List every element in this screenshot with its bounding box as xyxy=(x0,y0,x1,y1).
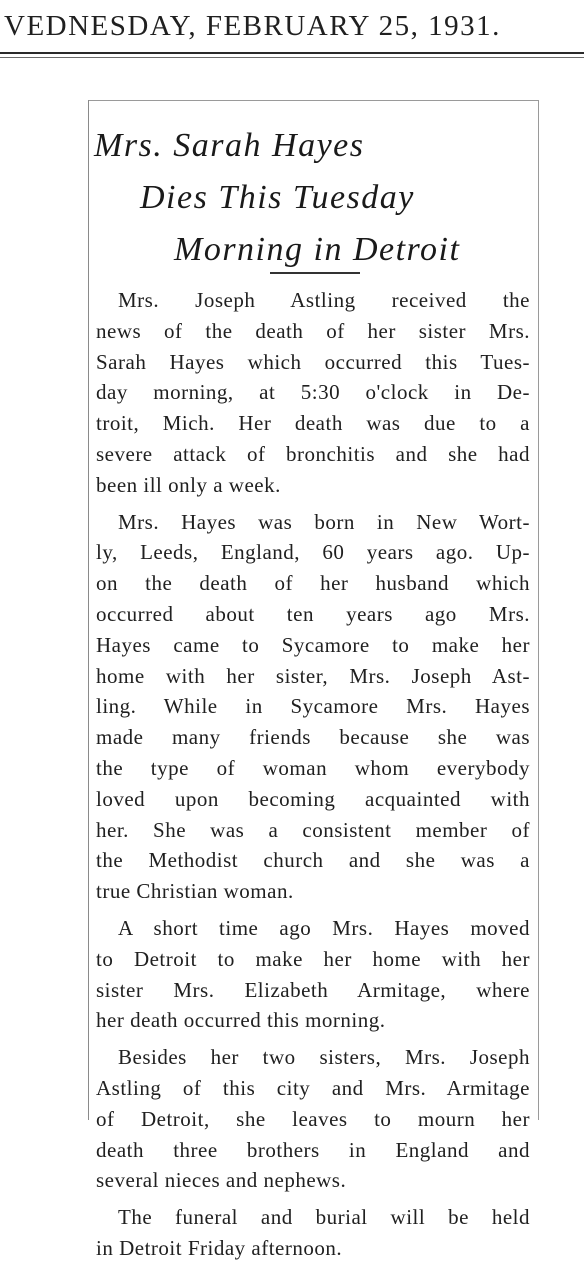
paragraph-line: Besides her two sisters, Mrs. Joseph xyxy=(118,1045,530,1070)
article-paragraph xyxy=(96,1202,530,1264)
paragraph-line: death three brothers in England and xyxy=(96,1137,530,1162)
paragraph-line: in Detroit Friday afternoon. xyxy=(96,1235,343,1260)
paragraph-line: day morning, at 5:30 o'clock in De- xyxy=(96,380,530,405)
paragraph-line: Hayes came to Sycamore to make her xyxy=(96,632,530,657)
paragraph-line: occurred about ten years ago Mrs. xyxy=(96,601,530,626)
paragraph-line: Astling of this city and Mrs. Armitage xyxy=(96,1075,530,1100)
headline xyxy=(90,120,530,276)
headline-line-3: Morning in Detroit xyxy=(174,231,461,268)
column-left-border xyxy=(88,100,89,1120)
paragraph-line: made many friends because she was xyxy=(96,725,530,750)
paragraph-line: troit, Mich. Her death was due to a xyxy=(96,411,530,436)
article-paragraph xyxy=(96,913,530,1036)
top-rule xyxy=(0,52,584,54)
headline-line-1: Mrs. Sarah Hayes xyxy=(94,127,365,164)
paragraph-line: true Christian woman. xyxy=(96,879,294,904)
article-body xyxy=(96,285,530,1264)
paragraph-line: sister Mrs. Elizabeth Armitage, where xyxy=(96,977,530,1002)
paragraph-line: on the death of her husband which xyxy=(96,571,530,596)
dateline: VEDNESDAY, FEBRUARY 25, 1931. xyxy=(4,10,501,42)
paragraph-line: severe attack of bronchitis and she had xyxy=(96,441,530,466)
headline-divider xyxy=(270,272,360,274)
paragraph-line: Sarah Hayes which occurred this Tues- xyxy=(96,349,530,374)
paragraph-line: home with her sister, Mrs. Joseph Ast- xyxy=(96,663,530,688)
paragraph-line: her. She was a consistent member of xyxy=(96,817,530,842)
article-paragraph xyxy=(96,507,530,907)
paragraph-line: Mrs. Joseph Astling received the xyxy=(118,288,530,312)
column-top-border xyxy=(88,100,538,101)
paragraph-line: news of the death of her sister Mrs. xyxy=(96,318,530,343)
paragraph-line: A short time ago Mrs. Hayes moved xyxy=(118,915,530,940)
paragraph-line: to Detroit to make her home with her xyxy=(96,946,530,971)
paragraph-line: the type of woman whom everybody xyxy=(96,755,530,780)
paragraph-line: the Methodist church and she was a xyxy=(96,848,530,873)
column-right-border xyxy=(538,100,539,1120)
paragraph-line: her death occurred this morning. xyxy=(96,1008,386,1033)
article-paragraph xyxy=(96,285,530,501)
paragraph-line: Mrs. Hayes was born in New Wort- xyxy=(118,509,530,534)
paragraph-line: been ill only a week. xyxy=(96,472,281,497)
paragraph-line: loved upon becoming acquainted with xyxy=(96,786,530,811)
paragraph-line: ling. While in Sycamore Mrs. Hayes xyxy=(96,694,530,719)
paragraph-line: several nieces and nephews. xyxy=(96,1168,347,1193)
paragraph-line: ly, Leeds, England, 60 years ago. Up- xyxy=(96,540,530,565)
headline-line-2: Dies This Tuesday xyxy=(140,179,415,216)
top-rule-thin xyxy=(0,57,584,58)
paragraph-line: of Detroit, she leaves to mourn her xyxy=(96,1106,530,1131)
paragraph-line: The funeral and burial will be held xyxy=(118,1205,530,1230)
article-paragraph xyxy=(96,1042,530,1196)
